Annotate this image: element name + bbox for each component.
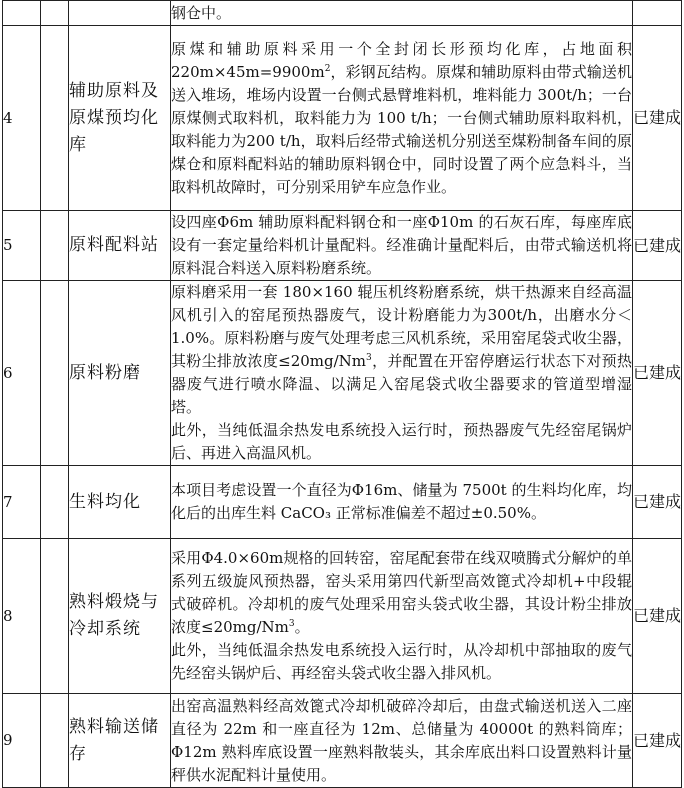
item-name: 生料均化	[69, 466, 171, 539]
description-paragraph: 此外，当纯低温余热发电系统投入运行时，预热器废气先经窑尾锅炉后、再进入高温风机。	[171, 421, 632, 462]
row-number	[3, 1, 41, 26]
status-cell	[633, 1, 682, 26]
description-paragraph: 钢仓中。	[171, 3, 232, 22]
row-number: 5	[3, 211, 41, 281]
status-cell: 已建成	[633, 26, 682, 211]
row-number: 6	[3, 281, 41, 466]
item-name: 辅助原料及原煤预均化库	[69, 26, 171, 211]
item-description	[171, 539, 633, 694]
row-number: 4	[3, 26, 41, 211]
table-row	[3, 539, 682, 694]
item-description	[171, 26, 633, 211]
description-paragraph: 原煤和辅助原料采用一个全封闭长形预均化库，占地面积$220m\times 45m=9900m^2$，彩钢瓦结构。原煤和辅助原料由带式输送机送入堆场，堆场内设置一台侧式悬臂堆料机，堆料能力 300t/h；一台原煤侧式取料机，取料能力为 100 t/h；一台侧式辅助原料取料机，取料能力为200 t/h，取料后经带式输送机分别送至煤粉制备车间的原煤仓和原料配料站的辅助原料钢仓中，同时设置了两个应急料斗，当取料机故障时，可分别采用铲车应急作业。	[171, 39, 632, 196]
description-paragraph: 采用Φ4.0×60m规格的回转窑，窑尾配套带在线双喷腾式分解炉的单系列五级旋风预热器，窑头采用第四代新型高效篦式冷却机+中段辊式破碎机。冷却机的废气处理采用窑头袋式收尘器，其设计粉尘排放浓度$\le 20mg/Nm^3$。	[171, 549, 632, 636]
blank-column	[41, 539, 69, 694]
blank-column	[41, 211, 69, 281]
blank-column	[41, 694, 69, 788]
row-number: 7	[3, 466, 41, 539]
table-body	[3, 1, 682, 788]
description-paragraph: 原料磨采用一套 180×160 辊压机终粉磨系统，烘干热源来自经高温风机引入的窑尾预热器废气，设计粉磨能力为300t/h，出磨水分＜1.0%。原料粉磨与废气处理考虑三风机系统，采用窑尾袋式收尘器，其粉尘排放浓度$\le 20mg/Nm^3$，并配置在开窑停磨运行状态下对预热器废气进行喷水降温、以满足入窑尾袋式收尘器要求的管道型增湿塔。	[171, 283, 632, 416]
blank-column	[41, 26, 69, 211]
description-paragraph: 本项目考虑设置一个直径为Φ16m、储量为 7500t 的生料均化库，均化后的出库生料 CaCO₃ 正常标准偏差不超过±0.50%。	[171, 481, 632, 522]
status-cell: 已建成	[633, 466, 682, 539]
description-paragraph: 设四座Φ6m 辅助原料配料钢仓和一座Φ10m 的石灰石库，每座库底设有一套定量给料机计量配料。经准确计量配料后，由带式输送机将原料混合料送入原料粉磨系统。	[171, 213, 632, 277]
item-name: 熟料煅烧与冷却系统	[69, 539, 171, 694]
item-name	[69, 1, 171, 26]
description-paragraph: 出窑高温熟料经高效篦式冷却机破碎冷却后，由盘式输送机送入二座直径为 22m 和一座直径为 12m、总储量为 40000t 的熟料筒库；Φ12m 熟料库底设置一座熟料散装头，其余库底出料口设置熟料计量秤供水泥配料计量使用。	[171, 696, 632, 784]
status-cell: 已建成	[633, 539, 682, 694]
item-description	[171, 694, 633, 788]
status-cell: 已建成	[633, 211, 682, 281]
item-description	[171, 1, 633, 26]
blank-column	[41, 281, 69, 466]
status-cell: 已建成	[633, 281, 682, 466]
item-description	[171, 211, 633, 281]
item-description	[171, 466, 633, 539]
item-description	[171, 281, 633, 466]
item-name: 熟料输送储存	[69, 694, 171, 788]
status-cell: 已建成	[633, 694, 682, 788]
item-name: 原料配料站	[69, 211, 171, 281]
description-paragraph: 此外，当纯低温余热发电系统投入运行时，从冷却机中部抽取的废气先经窑头锅炉后、再经窑头袋式收尘器入排风机。	[171, 641, 632, 682]
project-table	[2, 0, 682, 788]
row-number: 9	[3, 694, 41, 788]
table-row	[3, 1, 682, 26]
table-row	[3, 281, 682, 466]
table-row	[3, 466, 682, 539]
table-row	[3, 26, 682, 211]
blank-column	[41, 1, 69, 26]
blank-column	[41, 466, 69, 539]
table-row	[3, 211, 682, 281]
item-name: 原料粉磨	[69, 281, 171, 466]
table-row	[3, 694, 682, 788]
row-number: 8	[3, 539, 41, 694]
